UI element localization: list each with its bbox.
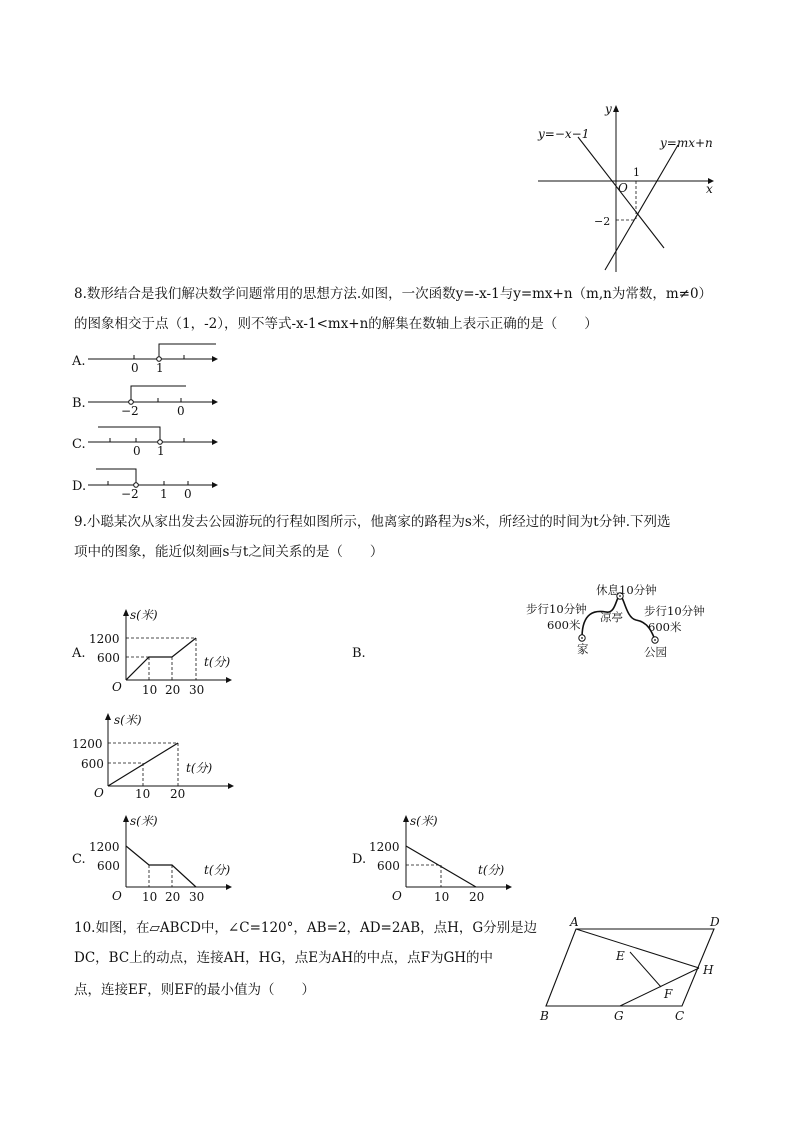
rest-label: 休息10分钟 [596,583,657,597]
t-label: t(分) [204,863,231,877]
q8-option-a-label[interactable]: A. [72,354,86,369]
tick-label-1: 1 [633,166,640,179]
q8-option-c-label[interactable]: C. [72,437,86,452]
q9-question-line2: 项中的图象，能近似刻画s与t之间关系的是（ ） [74,544,384,560]
x-axis-label: x [706,182,713,196]
q9-option-c-graph[interactable] [86,812,246,904]
point-g: G [614,1009,624,1023]
parallelogram-abcd [546,929,714,1006]
origin: O [392,889,402,903]
point-f: F [664,987,673,1001]
tick-neg2: −2 [121,404,139,415]
t-label: t(分) [478,863,505,877]
y-tick-1200: 1200 [89,632,120,646]
segment-hg [620,968,699,1006]
s-label: s(米) [130,608,158,622]
y-tick-1200: 1200 [72,737,103,751]
q9-question-line1: 9.小聪某次从家出发去公园游玩的行程如图所示，他离家的路程为s米，所经过的时间为t分钟.下列选 [74,514,671,530]
origin: O [112,889,122,903]
line-neg-x-minus-1 [578,137,664,248]
q10-question-line3: 点，连接EF，则EF的最小值为（ ） [74,982,315,998]
home-label: 家 [577,642,589,656]
q9-option-b-label[interactable]: B. [352,646,366,661]
y-axis-arrow [613,105,619,112]
tick-1: 1 [156,361,164,374]
q9-option-d-label[interactable]: D. [352,852,367,867]
q10-question-line2: DC，BC上的动点，连接AH，HG，点E为AH的中点，点F为GH的中 [74,950,494,966]
tick-0: 0 [133,444,141,456]
t-label: t(分) [186,761,213,775]
tick-0: 0 [177,404,185,415]
q8-option-a-number-line[interactable] [86,340,226,374]
tick-0: 0 [131,361,139,374]
y-tick-600: 600 [97,651,120,665]
y-tick-600: 600 [81,757,104,771]
q9-option-b-graph[interactable] [70,708,250,804]
y-tick-600: 600 [377,859,400,873]
q9-option-c-label[interactable]: C. [72,852,86,867]
q8-option-d-number-line[interactable] [86,463,226,501]
q9-option-d-graph[interactable] [366,812,526,904]
x-tick-20: 20 [165,683,181,697]
q10-parallelogram-figure [530,914,730,1026]
x-tick-10: 10 [142,683,158,697]
x-tick-20: 20 [170,787,186,801]
origin: O [94,786,104,800]
line2-label: y=mx+n [660,136,713,150]
tick-1: 1 [160,487,168,501]
q8-question-line1: 8.数形结合是我们解决数学问题常用的思想方法.如图，一次函数y=-x-1与y=mx+n（m,n为常数，m≠0） [74,286,713,302]
tick-0: 0 [184,487,192,501]
dist-right-label: 600米 [648,620,682,634]
q8-question-line2: 的图象相交于点（1，-2），则不等式-x-1<mx+n的解集在数轴上表示正确的是（ ） [74,316,598,332]
vertex-d: D [710,915,720,929]
s-label: s(米) [130,814,158,828]
q8-option-b-number-line[interactable] [86,381,226,415]
line1-label: y=−x−1 [538,127,590,141]
s-label: s(米) [410,814,438,828]
q10-question-line1: 10.如图，在▱ABCD中，∠C=120°，AB=2，AD=2AB，点H，G分别是边 [74,920,538,936]
y-tick-1200: 1200 [369,840,400,854]
graph-line [126,638,196,680]
t-label: t(分) [204,655,231,669]
q8-option-c-number-line[interactable] [86,422,226,456]
origin-label: O [618,181,628,195]
segment-ef [630,952,661,987]
tick-1: 1 [157,444,165,456]
vertex-a: A [570,915,579,929]
x-tick-20: 20 [469,890,485,904]
walk-left-label: 步行10分钟 [526,602,587,616]
x-tick-10: 10 [135,787,151,801]
tick-neg2: −2 [121,487,139,501]
s-label: s(米) [114,713,142,727]
vertex-c: C [675,1009,685,1023]
x-tick-10: 10 [142,890,158,904]
origin: O [112,680,122,694]
segment-ah [576,929,699,968]
point-h: H [703,963,714,977]
park-label: 公园 [644,645,667,659]
y-tick-1200: 1200 [89,840,120,854]
q9-option-a-graph[interactable] [86,606,246,698]
y-tick-600: 600 [97,859,120,873]
y-axis-label: y [605,102,612,116]
tick-label-neg2: −2 [594,215,611,228]
q8-option-b-label[interactable]: B. [72,396,86,411]
x-tick-30: 30 [189,683,205,697]
graph-line [126,846,196,887]
pavilion-label: 凉亭 [600,610,623,624]
walk-right-label: 步行10分钟 [644,604,705,618]
q9-route-figure [520,582,720,662]
dist-left-label: 600米 [547,618,581,632]
vertex-b: B [540,1009,549,1023]
q8-graph-figure [530,100,730,275]
point-e: E [616,949,625,963]
x-tick-30: 30 [189,890,205,904]
x-tick-20: 20 [165,890,181,904]
q9-option-a-label[interactable]: A. [72,646,86,661]
q8-option-d-label[interactable]: D. [72,479,87,494]
x-tick-10: 10 [434,890,450,904]
